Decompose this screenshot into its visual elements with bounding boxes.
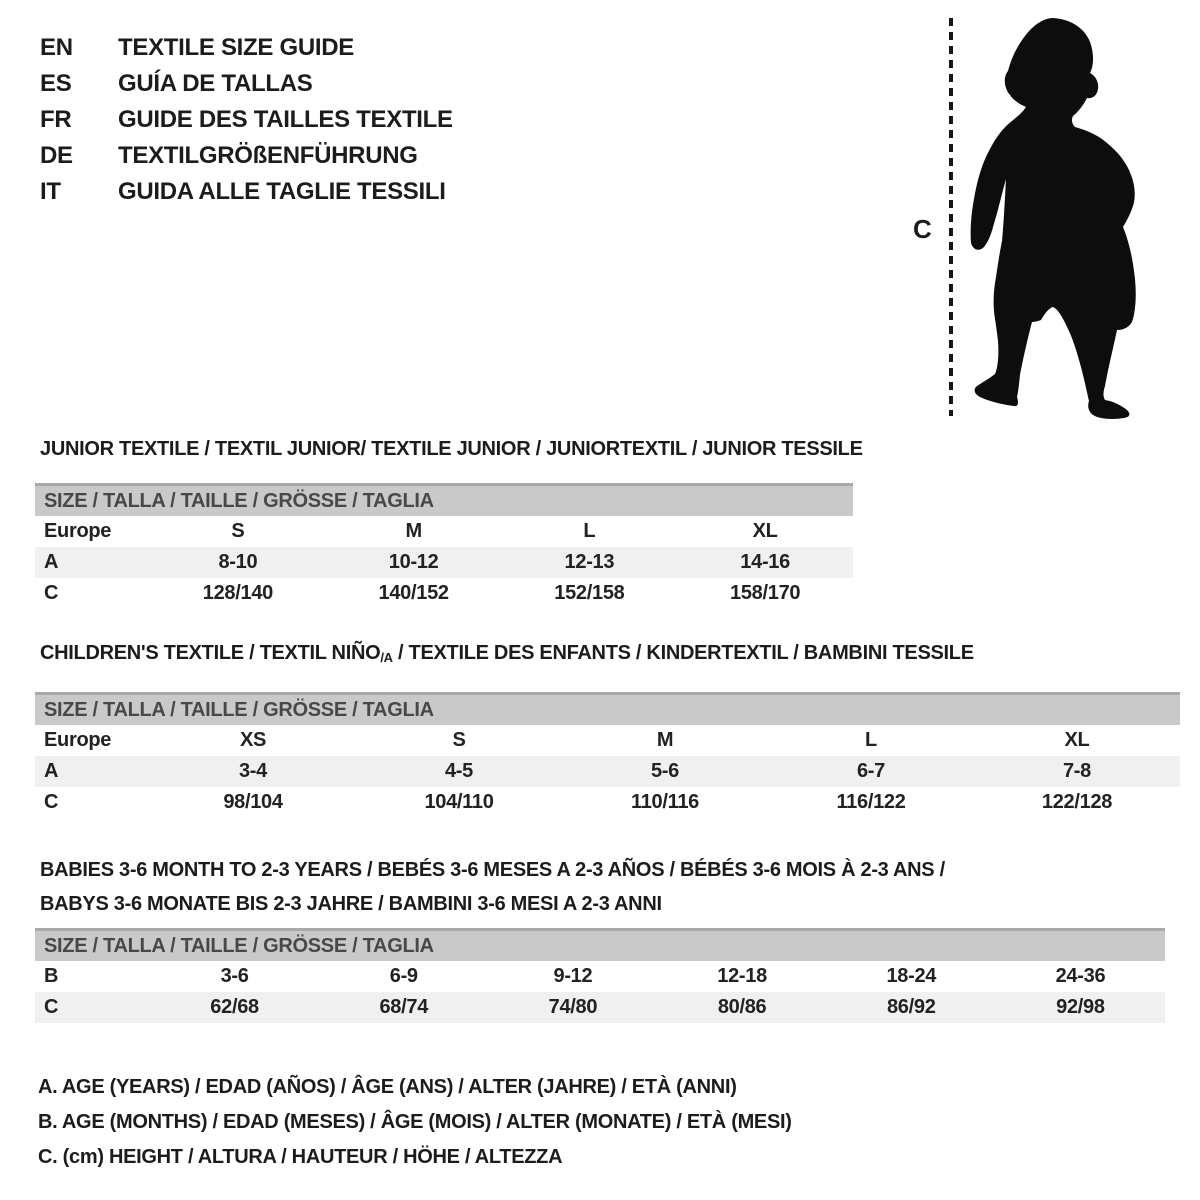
row-label: C: [44, 582, 59, 604]
height-cell: 122/128: [1041, 791, 1113, 813]
language-row: [40, 138, 453, 174]
junior-size-table: [35, 483, 853, 609]
height-cell: 110/116: [631, 791, 699, 813]
row-label: B: [44, 965, 59, 987]
guide-title: GUIDA ALLE TAGLIE TESSILI: [118, 178, 446, 205]
table-row-height: [35, 787, 1180, 818]
height-cell: 158/170: [730, 582, 801, 604]
children-heading-post: / TEXTILE DES ENFANTS / KINDERTEXTIL / BAMBINI TESSILE: [392, 642, 974, 664]
babies-heading-line1: BABIES 3-6 MONTH TO 2-3 YEARS / BEBÉS 3-6 MESES A 2-3 AÑOS / BÉBÉS 3-6 MOIS À 2-3 ANS /: [40, 859, 945, 881]
figure-height-label: C: [913, 214, 932, 244]
height-measure-figure: [905, 14, 1155, 432]
age-cell: 10-12: [388, 551, 439, 573]
table-row-height: [35, 578, 853, 609]
language-row: [40, 102, 453, 138]
age-cell: 7-8: [1062, 760, 1091, 782]
size-cell: L: [865, 729, 877, 751]
height-cell: 74/80: [548, 996, 598, 1018]
height-cell: 116/122: [836, 791, 906, 813]
row-label: C: [44, 791, 59, 813]
size-header-label: SIZE / TALLA / TAILLE / GRÖSSE / TAGLIA: [44, 698, 434, 721]
height-cell: 86/92: [886, 996, 936, 1018]
table-row-height: [35, 992, 1165, 1023]
size-cell: XL: [752, 520, 778, 542]
guide-title: TEXTILGRÖßENFÜHRUNG: [118, 142, 418, 169]
age-cell: 8-10: [218, 551, 258, 573]
size-header-label: SIZE / TALLA / TAILLE / GRÖSSE / TAGLIA: [44, 934, 434, 957]
row-label: Europe: [44, 729, 112, 751]
language-row: [40, 66, 453, 102]
age-cell: 3-4: [238, 760, 267, 782]
guide-title: GUIDE DES TAILLES TEXTILE: [118, 106, 453, 133]
table-row-europe: [35, 516, 853, 547]
language-row: [40, 30, 453, 66]
height-cell: 152/158: [554, 582, 625, 604]
language-code: ES: [40, 70, 72, 97]
children-heading-pre: CHILDREN'S TEXTILE / TEXTIL NIÑO: [40, 642, 381, 664]
table-row-age: [35, 756, 1180, 787]
language-code: DE: [40, 142, 73, 169]
age-cell: 6-7: [856, 760, 885, 782]
junior-section-heading: JUNIOR TEXTILE / TEXTIL JUNIOR/ TEXTILE JUNIOR / JUNIORTEXTIL / JUNIOR TESSILE: [40, 438, 863, 460]
footnote-age-years: A. AGE (YEARS) / EDAD (AÑOS) / ÂGE (ANS) / ALTER (JAHRE) / ETÀ (ANNI): [38, 1076, 737, 1098]
height-cell: 62/68: [210, 996, 259, 1018]
guide-title: GUÍA DE TALLAS: [118, 70, 313, 97]
size-cell: M: [405, 520, 422, 542]
babies-section-heading: [35, 853, 1165, 921]
size-cell: XS: [239, 729, 267, 751]
size-cell: S: [452, 729, 466, 751]
height-cell: 128/140: [202, 582, 273, 604]
table-header-bar: [35, 928, 1165, 961]
age-cell: 4-5: [444, 760, 473, 782]
section-babies-textile: [35, 853, 1165, 1023]
size-cell: L: [583, 520, 596, 542]
table-header-bar: [35, 483, 853, 516]
babies-size-table: [35, 928, 1165, 1023]
language-code: FR: [40, 106, 72, 133]
size-header-label: SIZE / TALLA / TAILLE / GRÖSSE / TAGLIA: [44, 489, 434, 512]
age-cell: 6-9: [389, 965, 418, 987]
language-code: EN: [40, 34, 73, 61]
footnote-height-cm: C. (cm) HEIGHT / ALTURA / HAUTEUR / HÖHE / ALTEZZA: [38, 1146, 563, 1168]
height-cell: 80/86: [717, 996, 767, 1018]
language-title-list: [40, 30, 453, 210]
children-heading-subscript: /A: [380, 650, 393, 665]
height-cell: 140/152: [378, 582, 449, 604]
age-cell: 12-18: [717, 965, 767, 987]
language-code: IT: [40, 178, 61, 205]
height-cell: 98/104: [223, 791, 283, 813]
age-cell: 5-6: [650, 760, 679, 782]
size-cell: M: [656, 729, 674, 751]
toddler-silhouette-icon: [960, 15, 1140, 425]
row-label: Europe: [44, 520, 112, 542]
footnote-legend: [38, 1070, 792, 1175]
table-row-age-months: [35, 961, 1165, 992]
language-row: [40, 174, 453, 210]
babies-heading-line2: BABYS 3-6 MONATE BIS 2-3 JAHRE / BAMBINI 3-6 MESI A 2-3 ANNI: [40, 893, 662, 915]
age-cell: 24-36: [1055, 965, 1106, 987]
table-row-age: [35, 547, 853, 578]
age-cell: 3-6: [220, 965, 249, 987]
height-cell: 92/98: [1056, 996, 1105, 1018]
row-label: A: [44, 551, 59, 573]
age-cell: 14-16: [740, 551, 790, 573]
height-cell: 104/110: [424, 791, 494, 813]
section-children-textile: [35, 640, 1180, 818]
age-cell: 18-24: [886, 965, 937, 987]
children-size-table: [35, 692, 1180, 818]
age-cell: 12-13: [564, 551, 615, 573]
table-row-europe: [35, 725, 1180, 756]
children-section-heading: [35, 640, 1180, 668]
section-junior-textile: [35, 437, 863, 609]
size-cell: S: [231, 520, 245, 542]
age-cell: 9-12: [553, 965, 593, 987]
row-label: A: [44, 760, 59, 782]
height-cell: 68/74: [379, 996, 429, 1018]
height-dashed-line: [949, 18, 953, 416]
guide-title: TEXTILE SIZE GUIDE: [118, 34, 354, 61]
row-label: C: [44, 996, 59, 1018]
table-header-bar: [35, 692, 1180, 725]
footnote-age-months: B. AGE (MONTHS) / EDAD (MESES) / ÂGE (MOIS) / ALTER (MONATE) / ETÀ (MESI): [38, 1111, 792, 1133]
size-cell: XL: [1064, 729, 1090, 751]
